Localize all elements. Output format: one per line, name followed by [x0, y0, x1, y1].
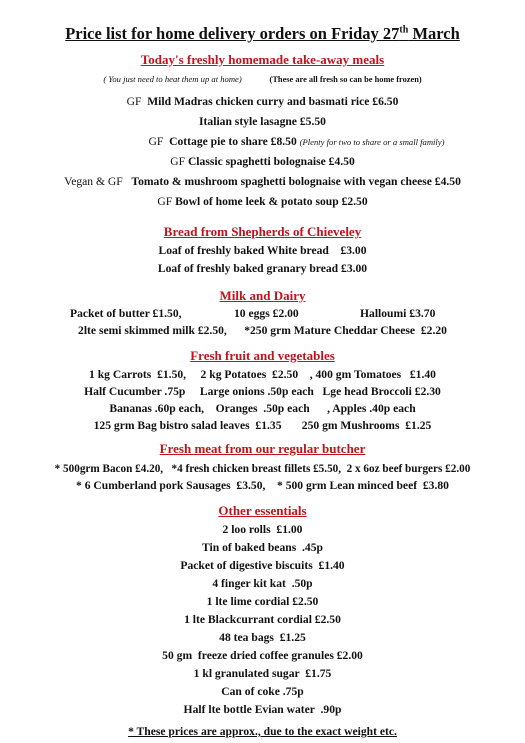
title-month: March [408, 24, 460, 43]
meals-heading: Today's freshly homemade take-away meals [140, 52, 385, 67]
essentials-item: 1 lte Blackcurrant cordial £2.50 [184, 613, 341, 626]
dairy-heading: Milk and Dairy [219, 288, 306, 303]
fruit-line: 125 grm Bag bistro salad leaves £1.35 250 gm Mushrooms £1.25 [93, 419, 432, 432]
footer-note: * These prices are approx., due to the exact weight etc. [128, 725, 397, 738]
meal-item [0, 195, 525, 209]
meal-tag: GF [157, 195, 173, 208]
meal-tag: Vegan & GF [64, 175, 123, 188]
meat-line: * 6 Cumberland pork Sausages £3.50, * 500 grm Lean minced beef £3.80 [76, 479, 449, 492]
essentials-item: Tin of baked beans .45p [202, 541, 323, 554]
dairy-item: Packet of butter £1.50, [70, 307, 182, 320]
fruit-line: Bananas .60p each, Oranges .50p each , Apples .40p each [109, 402, 416, 415]
essentials-item: 1 kl granulated sugar £1.75 [193, 667, 332, 680]
essentials-item: 48 tea bags £1.25 [219, 631, 306, 644]
dairy-item: Halloumi £3.70 [360, 307, 436, 320]
meal-text: Bowl of home leek & potato soup £2.50 [175, 195, 368, 208]
dairy-item: 10 eggs £2.00 [234, 307, 299, 320]
dairy-item: *250 grm Mature Cheddar Cheese £2.20 [244, 324, 447, 337]
bread-item: Loaf of freshly baked granary bread £3.00 [157, 262, 368, 275]
dairy-item: 2lte semi skimmed milk £2.50, [78, 324, 227, 337]
essentials-item: 4 finger kit kat .50p [212, 577, 313, 590]
meals-notes [0, 72, 525, 87]
meal-item [34, 135, 525, 149]
meal-text: Classic spaghetti bolognaise £4.50 [187, 155, 355, 168]
essentials-item: 2 loo rolls £1.00 [222, 523, 303, 536]
essentials-heading: Other essentials [218, 503, 307, 518]
essentials-item: Packet of digestive biscuits £1.40 [180, 559, 345, 572]
meal-tag: GF [170, 155, 186, 168]
meal-item [0, 115, 525, 129]
meal-text: Cottage pie to share £8.50 [169, 135, 297, 148]
meal-note: (Plenty for two to share or a small family) [299, 137, 445, 147]
meal-item [0, 155, 525, 169]
meal-text: Italian style lasagne £5.50 [199, 115, 326, 128]
meat-line: * 500grm Bacon £4.20, *4 fresh chicken breast fillets £5.50, 2 x 6oz beef burgers £2.00 [54, 463, 471, 475]
meal-item [0, 175, 525, 189]
title-ordinal: th [399, 24, 409, 36]
title-main: Price list for home delivery orders on Friday 27 [65, 24, 400, 43]
fruit-line: Half Cucumber .75p Large onions .50p each Lge head Broccoli £2.30 [84, 385, 441, 398]
meal-text: Mild Madras chicken curry and basmati rice £6.50 [147, 95, 399, 108]
meat-heading: Fresh meat from our regular butcher [159, 441, 366, 456]
fruit-line: 1 kg Carrots £1.50, 2 kg Potatoes £2.50 , 400 gm Tomatoes £1.40 [89, 368, 436, 381]
meals-note-left: ( You just need to heat them up at home) [103, 74, 242, 84]
meal-item [0, 95, 525, 109]
essentials-item: Half lte bottle Evian water .90p [183, 703, 342, 716]
fruit-heading: Fresh fruit and vegetables [190, 348, 335, 363]
page-title [0, 24, 525, 44]
meal-tag: GF [126, 95, 142, 108]
meal-tag: GF [148, 135, 164, 148]
bread-heading: Bread from Shepherds of Chieveley [163, 224, 362, 239]
essentials-item: Can of coke .75p [221, 685, 304, 698]
meal-text: Tomato & mushroom spaghetti bolognaise with vegan cheese £4.50 [131, 175, 461, 188]
meals-note-right: (These are all fresh so can be home frozen) [269, 75, 422, 84]
bread-item: Loaf of freshly baked White bread £3.00 [158, 244, 367, 257]
essentials-item: 50 gm freeze dried coffee granules £2.00 [162, 649, 363, 662]
essentials-item: 1 lte lime cordial £2.50 [206, 595, 319, 608]
dairy-row [0, 324, 525, 338]
